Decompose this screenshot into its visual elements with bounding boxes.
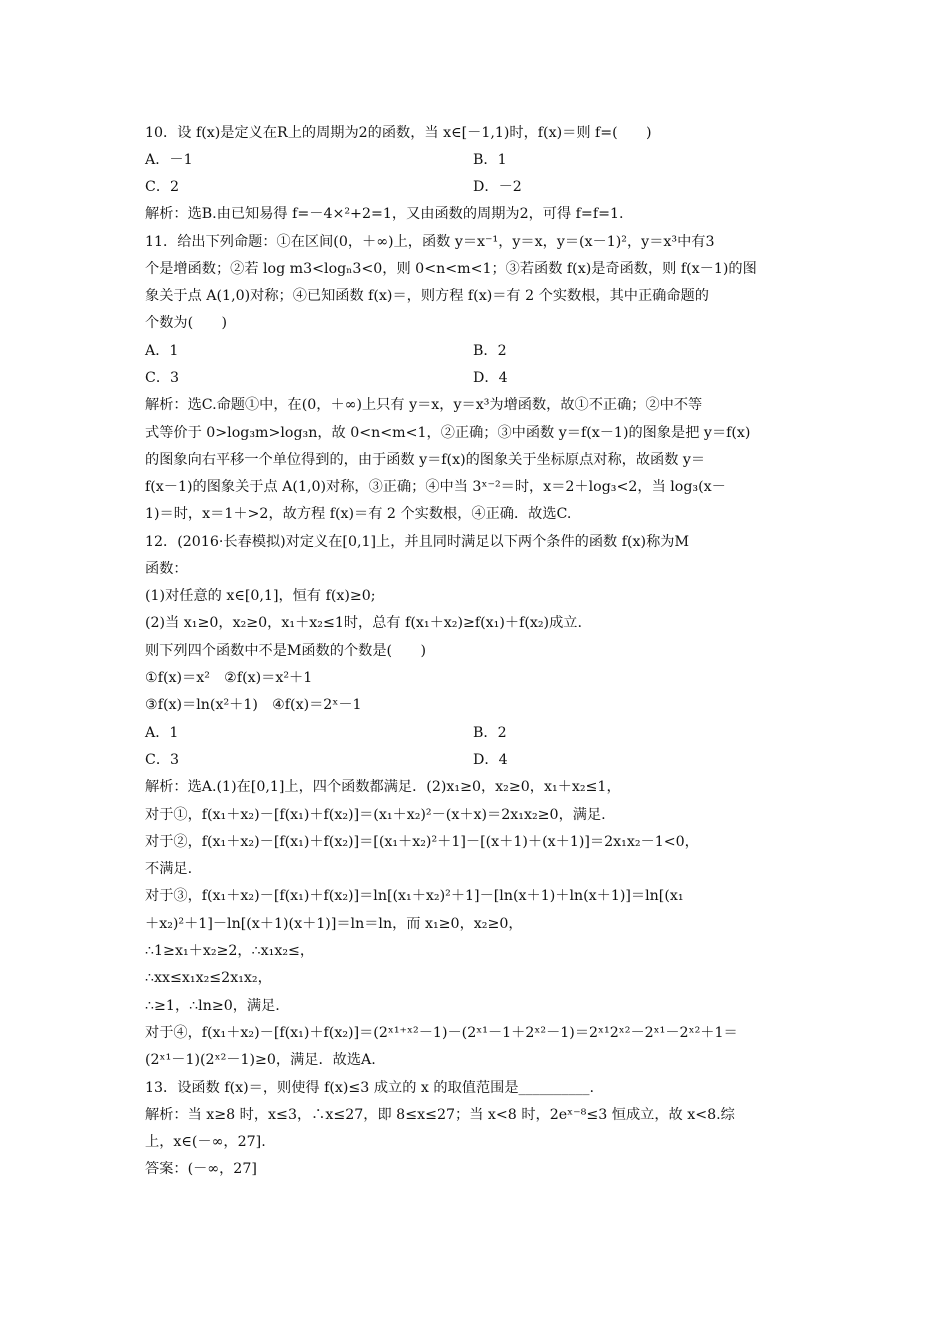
text-line: 个是增函数；②若 log m3<logₙ3<0，则 0<n<m<1；③若函数 f(x)是奇函数，则 f(x－1)的图 — [145, 261, 757, 277]
option-right: D．4 — [473, 370, 508, 386]
text-line: ∴1≥x₁＋x₂≥2，∴x₁x₂≤， — [145, 943, 315, 959]
text-line: 个数为( ) — [145, 315, 228, 331]
text-line: 式等价于 0>log₃m>log₃n，故 0<n<m<1，②正确；③中函数 y＝f(x－1)的图象是把 y＝f(x) — [145, 425, 751, 441]
option-right: D．－2 — [473, 179, 522, 195]
text-line: 10．设 f(x)是定义在R上的周期为2的函数，当 x∈[－1,1)时，f(x)＝则 f=( ) — [145, 125, 652, 141]
text-line: 则下列四个函数中不是M函数的个数是( ) — [145, 643, 426, 659]
text-line: ∴xx≤x₁x₂≤2x₁x₂， — [145, 970, 272, 986]
text-line: 对于①，f(x₁＋x₂)－[f(x₁)＋f(x₂)]＝(x₁＋x₂)²－(x＋x)＝2x₁x₂≥0，满足. — [145, 807, 606, 823]
text-line: 上，x∈(－∞，27]. — [145, 1134, 266, 1150]
text-line: 对于③，f(x₁＋x₂)－[f(x₁)＋f(x₂)]＝ln[(x₁＋x₂)²＋1]－[ln(x＋1)＋ln(x＋1)]＝ln[(x₁ — [145, 888, 684, 904]
text-line: A．1 — [145, 725, 179, 741]
text-line: (2ˣ¹－1)(2ˣ²－1)≥0，满足．故选A. — [145, 1052, 376, 1068]
text-line: 1)＝时，x＝1＋>2，故方程 f(x)＝有 2 个实数根，④正确．故选C. — [145, 506, 572, 522]
option-right: B．2 — [473, 725, 507, 741]
text-line: A．－1 — [145, 152, 193, 168]
text-line: (1)对任意的 x∈[0,1]，恒有 f(x)≥0; — [145, 588, 376, 604]
text-line: ③f(x)＝ln(x²＋1) ④f(x)＝2ˣ－1 — [145, 697, 362, 713]
option-right: B．1 — [473, 152, 507, 168]
text-line: C．3 — [145, 752, 180, 768]
text-line: 对于④，f(x₁＋x₂)－[f(x₁)＋f(x₂)]＝(2ˣ¹⁺ˣ²－1)－(2ˣ¹－1＋2ˣ²－1)＝2ˣ¹2ˣ²－2ˣ¹－2ˣ²＋1＝ — [145, 1025, 738, 1041]
option-right: D．4 — [473, 752, 508, 768]
text-line: 11．给出下列命题：①在区间(0，＋∞)上，函数 y＝x⁻¹，y＝x，y＝(x－1)²，y＝x³中有3 — [145, 234, 715, 250]
text-line: ＋x₂)²＋1]－ln[(x＋1)(x＋1)]＝ln＝ln，而 x₁≥0，x₂≥0， — [145, 916, 523, 932]
text-line: 解析：选A.(1)在[0,1]上，四个函数都满足．(2)x₁≥0，x₂≥0，x₁＋x₂≤1， — [145, 779, 621, 795]
text-line: C．2 — [145, 179, 180, 195]
text-line: 解析：选B.由已知易得 f=－4×²+2=1，又由函数的周期为2，可得 f=f=1. — [145, 206, 624, 222]
text-line: 的图象向右平移一个单位得到的，由于函数 y＝f(x)的图象关于坐标原点对称，故函数 y＝ — [145, 452, 706, 468]
text-line: A．1 — [145, 343, 179, 359]
option-right: B．2 — [473, 343, 507, 359]
text-line: ∴≥1，∴ln≥0，满足. — [145, 998, 280, 1014]
text-line: 不满足. — [145, 861, 193, 877]
text-line: C．3 — [145, 370, 180, 386]
text-line: 解析：当 x≥8 时，x≤3，∴x≤27，即 8≤x≤27；当 x<8 时，2eˣ⁻⁸≤3 恒成立，故 x<8.综 — [145, 1107, 735, 1123]
text-line: f(x－1)的图象关于点 A(1,0)对称，③正确；④中当 3ˣ⁻²＝时，x＝2＋log₃<2，当 log₃(x－ — [145, 479, 726, 495]
text-line: 答案：(－∞，27] — [145, 1161, 257, 1177]
text-line: (2)当 x₁≥0，x₂≥0，x₁＋x₂≤1时，总有 f(x₁＋x₂)≥f(x₁)＋f(x₂)成立. — [145, 615, 582, 631]
text-line: 对于②，f(x₁＋x₂)－[f(x₁)＋f(x₂)]＝[(x₁＋x₂)²＋1]－[(x＋1)＋(x＋1)]＝2x₁x₂－1<0， — [145, 834, 699, 850]
text-line: ①f(x)＝x² ②f(x)＝x²＋1 — [145, 670, 313, 686]
text-line: 解析：选C.命题①中，在(0，＋∞)上只有 y＝x，y＝x³为增函数，故①不正确；②中不等 — [145, 397, 703, 413]
text-line: 象关于点 A(1,0)对称；④已知函数 f(x)＝，则方程 f(x)＝有 2 个实数根，其中正确命题的 — [145, 288, 709, 304]
text-line: 函数： — [145, 561, 188, 577]
text-line: 13．设函数 f(x)＝，则使得 f(x)≤3 成立的 x 的取值范围是__________. — [145, 1080, 594, 1096]
text-line: 12．(2016·长春模拟)对定义在[0,1]上，并且同时满足以下两个条件的函数 f(x)称为M — [145, 534, 689, 550]
